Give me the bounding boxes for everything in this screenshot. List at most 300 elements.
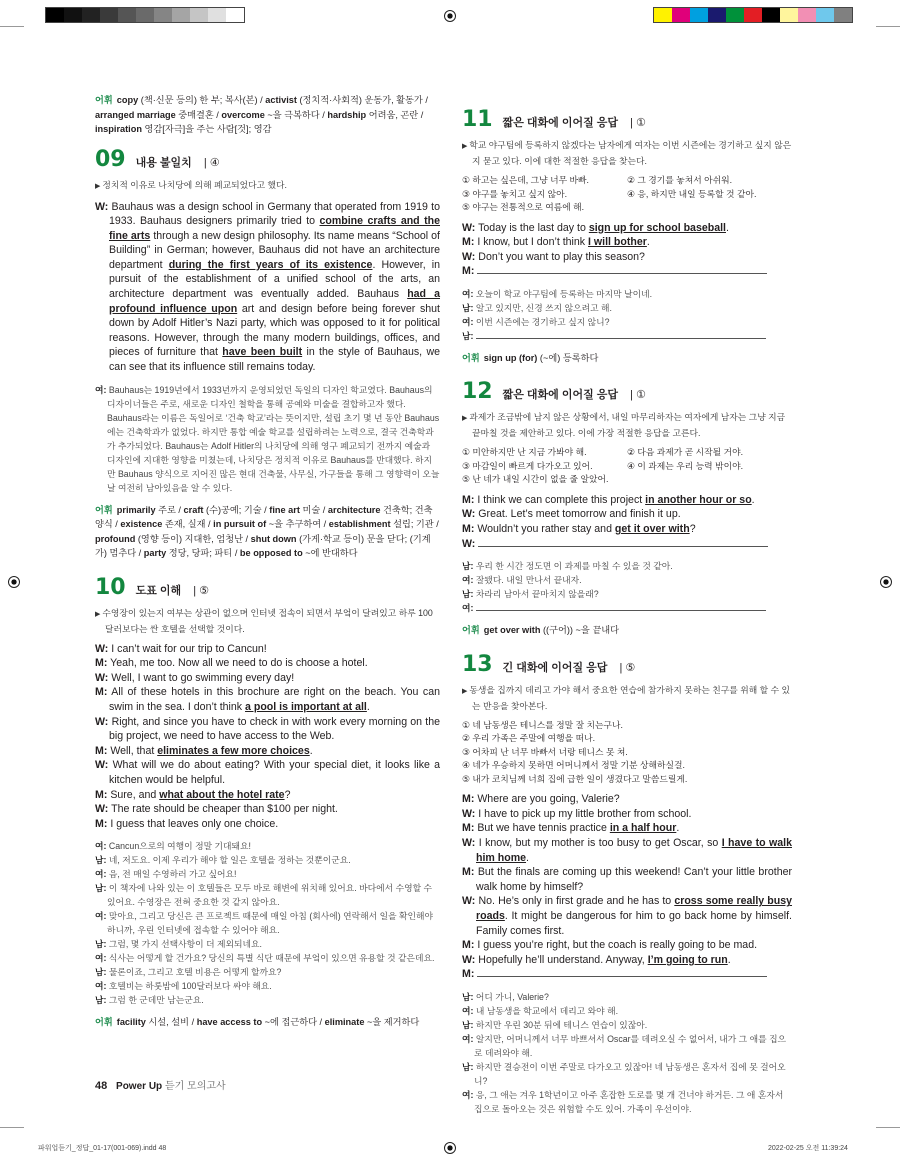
- dialogue-line: [462, 250, 792, 265]
- speaker-label: M:: [95, 817, 108, 830]
- speaker-label: W:: [462, 837, 476, 850]
- vocab-term: craft: [183, 504, 204, 515]
- speaker-label: M:: [462, 236, 475, 249]
- dialogue-text: I know, but my mother is too busy to get Oscar, so: [478, 837, 722, 850]
- speaker-label: W:: [95, 671, 109, 684]
- speaker-label: 여:: [462, 1005, 474, 1016]
- vocab-term: get over with: [483, 625, 541, 636]
- vocab-term: be opposed to: [239, 548, 303, 559]
- vocab-definition: ~을 추구하여 /: [266, 519, 329, 530]
- vocab-term: eliminate: [324, 1017, 365, 1028]
- answer-choice: ② 다음 과제가 곧 시작될 거야.: [627, 447, 744, 458]
- trim-mark: [0, 1127, 24, 1128]
- speaker-label: W:: [462, 807, 476, 820]
- underlined-phrase: a pool is important at all: [245, 701, 367, 713]
- speaker-label: W:: [95, 200, 109, 213]
- dialogue-line: [462, 792, 792, 807]
- answer-choice: ⑤ 내가 코치님께 너희 집에 급한 일이 생겼다고 말씀드릴게.: [462, 773, 688, 784]
- color-swatch: [208, 8, 226, 22]
- vocab-term: establishment: [328, 519, 391, 530]
- speaker-label: 여:: [95, 869, 107, 880]
- speaker-label: W:: [95, 642, 109, 655]
- color-swatch: [744, 8, 762, 22]
- section-title: 도표 이해: [135, 584, 182, 597]
- explanation-note: ▶ 학교 야구팀에 등록하지 않겠다는 남자에게 여자는 이번 시즌에는 경기하고 싶지 않은지 묻고 있다. 이에 대한 적절한 응답을 찾는다.: [462, 138, 792, 168]
- section-number: 11: [462, 107, 493, 132]
- speaker-label: W:: [462, 537, 476, 550]
- color-swatch: [64, 8, 82, 22]
- translation-line: [462, 1060, 792, 1088]
- dialogue-text: I know, but I don’t think: [477, 236, 589, 249]
- vocab-definition: 건축학; 건축 양식 /: [95, 504, 433, 530]
- underlined-phrase: cross some really busy roads: [476, 895, 793, 922]
- section-11: [462, 107, 792, 365]
- section-number: 12: [462, 379, 493, 405]
- section-answer: | ①: [630, 389, 646, 402]
- dialogue-text: Where are you going, Valerie?: [477, 793, 620, 806]
- speaker-label: M:: [462, 793, 475, 806]
- dialogue-text: I guess that leaves only one choice.: [110, 817, 279, 830]
- vocab-term: primarily: [116, 504, 156, 515]
- translation-line: [462, 559, 792, 573]
- translation-line: [95, 881, 440, 909]
- color-swatch: [708, 8, 726, 22]
- section-header: [462, 652, 792, 677]
- vocab-term: existence: [120, 519, 163, 530]
- speaker-label: W:: [462, 250, 476, 263]
- dialogue-line: [462, 836, 792, 865]
- trim-mark: [0, 26, 24, 27]
- translation-text: 어디 가니, Valerie?: [475, 991, 549, 1002]
- vocab-term: party: [143, 548, 167, 559]
- answer-choice: ⑤ 야구는 전통적으로 여름에 해.: [462, 202, 585, 212]
- english-dialogue: [462, 221, 792, 279]
- translation-line: [95, 867, 440, 881]
- vocabulary-note: [95, 503, 440, 561]
- speaker-label: M:: [462, 939, 475, 952]
- speaker-label: 남:: [462, 330, 474, 341]
- section-12: [462, 379, 792, 637]
- vocab-term: facility: [116, 1017, 146, 1028]
- translation-line: [462, 315, 792, 329]
- section-answer: | ①: [630, 117, 646, 129]
- answer-blank[interactable]: [478, 537, 768, 547]
- speaker-label: 여:: [462, 1089, 474, 1100]
- speaker-label: M:: [95, 686, 108, 699]
- speaker-label: 여:: [462, 603, 474, 614]
- translation-line: [462, 1018, 792, 1032]
- registration-mark-icon: [8, 576, 20, 588]
- speaker-label: 여:: [95, 841, 107, 852]
- cmyk-color-bar: [653, 7, 853, 23]
- answer-choice: ② 그 경기를 놓쳐서 아쉬워.: [627, 175, 733, 185]
- english-dialogue: [95, 200, 440, 375]
- translation-line: [462, 587, 792, 601]
- color-swatch: [46, 8, 64, 22]
- vocab-definition: (책·신문 등의) 한 부; 복사(본) /: [138, 95, 266, 105]
- vocab-definition: (수)공예; 기술 /: [203, 504, 270, 515]
- trim-mark: [876, 26, 900, 27]
- vocabulary-label: 어휘: [462, 352, 480, 363]
- dialogue-line: [95, 788, 440, 803]
- explanation-note: ▶ 정치적 이유로 나치당에 의해 폐교되었다고 했다.: [95, 178, 440, 194]
- section-header: [95, 147, 440, 172]
- translation-text: 음, 전 매일 수영하러 가고 싶어요!: [108, 869, 237, 880]
- section-title: 짧은 대화에 이어질 응답: [502, 389, 619, 402]
- dialogue-text: .: [751, 493, 755, 506]
- section-answer: | ⑤: [193, 584, 209, 597]
- speaker-label: M:: [462, 822, 475, 835]
- dialogue-text: But we have tennis practice: [477, 822, 610, 835]
- underlined-phrase: get it over with: [614, 523, 690, 536]
- vocabulary-note: [462, 351, 792, 366]
- vocab-term: sign up (for): [483, 352, 538, 363]
- dialogue-text: ?: [689, 523, 696, 536]
- dialogue-text: I think we can complete this project: [477, 493, 646, 506]
- color-swatch: [100, 8, 118, 22]
- translation-line: [462, 990, 792, 1004]
- dialogue-text: in the style of Bauhaus, we can see that its influence still remains today.: [109, 346, 440, 374]
- speaker-label: 남:: [95, 883, 107, 894]
- answer-choice: ③ 마감일이 빠르게 다가오고 있어.: [462, 460, 593, 471]
- speaker-label: 남:: [462, 561, 474, 572]
- answer-choice: ③ 야구를 놓치고 싶지 않아.: [462, 188, 568, 199]
- vocab-term: activist: [265, 95, 297, 105]
- color-swatch: [834, 8, 852, 22]
- section-title: 내용 불일치: [135, 156, 192, 169]
- korean-translation: [95, 839, 440, 1007]
- underlined-phrase: I have to walk him home: [476, 837, 792, 864]
- answer-choice: ① 하고는 싶은데, 그냥 너무 바빠.: [462, 175, 589, 185]
- speaker-label: W:: [462, 953, 476, 966]
- explanation-note: ▶ 동생을 집까지 데리고 가야 해서 중요한 연습에 참가하지 못하는 친구를 위해 할 수 있는 반응을 찾아본다.: [462, 683, 792, 713]
- dialogue-text: Sure, and: [110, 788, 160, 801]
- vocabulary-note: [95, 93, 440, 137]
- dialogue-text: .: [526, 851, 529, 864]
- dialogue-text: The rate should be cheaper than $100 per night.: [111, 803, 338, 816]
- translation-text: 잘됐다. 내일 만나서 끝내자.: [475, 575, 582, 586]
- translation-line: [95, 951, 440, 965]
- vocab-term: copy: [116, 95, 139, 105]
- korean-translation: [462, 559, 792, 615]
- vocabulary-label: 어휘: [95, 504, 113, 515]
- vocab-term: inspiration: [95, 124, 142, 134]
- underlined-phrase: combine crafts and the fine arts: [109, 215, 440, 242]
- translation-line: [95, 839, 440, 853]
- korean-translation: [95, 383, 440, 495]
- dialogue-line: [462, 507, 792, 522]
- dialogue-line: [462, 807, 792, 822]
- answer-choice: ④ 이 과제는 우리 능력 밖이야.: [627, 460, 744, 471]
- dialogue-line: [95, 744, 440, 759]
- vocab-term: profound: [95, 533, 136, 544]
- translation-line: [462, 301, 792, 315]
- dialogue-text: .: [646, 236, 650, 249]
- translation-line: [95, 993, 440, 1007]
- registration-mark-icon: [444, 1142, 456, 1154]
- registration-mark-icon: [444, 10, 456, 22]
- footer-title: 듣기 모의고사: [164, 1081, 226, 1092]
- translation-text: 식사는 어떻게 할 건가요? 당신의 특별 식단 때문에 부엌이 있으면 유용할 것 같은데요.: [108, 953, 435, 964]
- dialogue-text: I have to pick up my little brother from school.: [478, 807, 692, 820]
- dialogue-text: I can’t wait for our trip to Cancun!: [111, 642, 267, 655]
- dialogue-line: [95, 656, 440, 671]
- dialogue-text: .: [727, 953, 731, 966]
- dialogue-line: [462, 235, 792, 250]
- translation-line: [462, 287, 792, 301]
- english-dialogue: [462, 792, 792, 982]
- vocabulary-note: [95, 1015, 440, 1030]
- vocabulary-label: 어휘: [462, 625, 480, 636]
- color-swatch: [172, 8, 190, 22]
- speaker-label: 남:: [462, 589, 474, 600]
- section-title: 짧은 대화에 이어질 응답: [502, 117, 619, 129]
- speaker-label: W:: [462, 508, 476, 521]
- speaker-label: 남:: [95, 967, 107, 978]
- speaker-label: 여:: [95, 911, 107, 922]
- answer-choice: ③ 어차피 난 너무 바빠서 너랑 테니스 못 쳐.: [462, 746, 628, 757]
- speaker-label: W:: [462, 221, 476, 234]
- section-title: 긴 대화에 이어질 응답: [502, 661, 608, 674]
- speaker-label: W:: [95, 759, 109, 772]
- speaker-label: 남:: [95, 995, 107, 1006]
- dialogue-text: What will we do about eating? With your special diet, it looks like a kitchen would be helpful.: [109, 759, 440, 786]
- color-swatch: [654, 8, 672, 22]
- translation-text: 호텔비는 하룻밤에 100달러보다 싸야 해요.: [108, 981, 272, 992]
- translation-line: [462, 573, 792, 587]
- speaker-label: M:: [95, 657, 108, 670]
- underlined-phrase: in a half hour: [609, 822, 677, 835]
- vocab-definition: ~에 반대하다: [302, 548, 358, 559]
- dialogue-line: [95, 802, 440, 817]
- speaker-label: M:: [95, 744, 108, 757]
- english-dialogue: [95, 642, 440, 832]
- slug-filename: 파워업듣기_정답_01-17(001-069).indd 48: [38, 1145, 167, 1152]
- underlined-phrase: sign up for school baseball: [588, 221, 726, 234]
- translation-text: Bauhaus는 1919년에서 1933년까지 운영되었던 독일의 디자인 학교였다. Bauhaus의 디자이너들은 주로, 새로운 디자인 철학을 통해 공예와 미술을 결합하고자 했다. Bauhaus라는 이름은 독일어로 ‘건축 학교’라는 뜻이지만, 설립 초기 몇 년 동안 Bauhaus에는 건축학과가 없었다. 하지만 통합 예술 학교를 설립하려는 노력으로, 결국 건축학과가 추가되었다. Bauhaus는 Adolf Hitler의 나치당에 의해 영구 폐교되기 전까지 예술과 디자인에 지대한 영향을 미쳤는데, 나치당은 정치적 이유로 Bauhaus를 반대했다. 하지만 Bauhaus 양식으로 지어진 많은 현대 건축물, 사무실, 가구들을 통해 그 영향력이 오늘날 여전히 남아있음을 알 수 있다.: [107, 384, 440, 493]
- dialogue-text: .: [676, 822, 680, 835]
- translation-text: 하지만 결승전이 이번 주말로 다가오고 있잖아! 네 남동생은 혼자서 집에 못 걸어오니?: [474, 1061, 786, 1086]
- dialogue-text: Don’t you want to play this season?: [478, 250, 645, 263]
- section-answer: | ⑤: [619, 661, 636, 674]
- speaker-label: 여:: [95, 953, 107, 964]
- dialogue-line: [462, 953, 792, 968]
- section-answer: | ④: [203, 156, 220, 169]
- translation-text: 네, 저도요. 이제 우리가 해야 할 일은 호텔을 정하는 것뿐이군요.: [108, 855, 351, 866]
- dialogue-line: [462, 264, 792, 279]
- dialogue-text: But the finals are coming up this weekend! Can’t your little brother walk home by himself?: [476, 866, 793, 893]
- translation-text: 내 남동생을 학교에서 데리고 와야 해.: [475, 1005, 619, 1016]
- vocab-definition: 주로 /: [155, 504, 184, 515]
- dialogue-text: Well, I want to go swimming every day!: [111, 671, 295, 684]
- dialogue-line: [462, 537, 792, 552]
- underlined-phrase: had a profound influence upon: [109, 288, 440, 315]
- section-13: [462, 652, 792, 1116]
- vocab-definition: (정치적·사회적) 운동가, 활동가 /: [296, 95, 428, 105]
- translation-line: [462, 329, 792, 343]
- answer-blank: [476, 329, 766, 339]
- english-dialogue: [462, 493, 792, 551]
- dialogue-text: Hopefully he’ll understand. Anyway,: [478, 953, 648, 966]
- speaker-label: 여:: [462, 316, 474, 327]
- dialogue-line: [462, 967, 792, 982]
- speaker-label: 남:: [462, 302, 474, 313]
- section-header: [462, 107, 792, 132]
- underlined-phrase: in another hour or so: [645, 493, 752, 506]
- translation-text: 차라리 남아서 끝마치지 않을래?: [475, 589, 599, 600]
- speaker-label: W:: [462, 895, 476, 908]
- dialogue-line: [95, 642, 440, 657]
- dialogue-text: .: [366, 701, 370, 713]
- vocab-definition: 존재, 실재 /: [162, 519, 214, 530]
- vocab-definition: ~에 접근하다 /: [262, 1017, 325, 1028]
- vocab-term: fine art: [269, 504, 300, 515]
- answer-choice: ④ 네가 우승하지 못하면 어머니께서 정말 기분 상해하실걸.: [462, 760, 685, 771]
- grayscale-color-bar: [45, 7, 245, 23]
- korean-translation: [462, 990, 792, 1116]
- vocab-definition: 설립; 기관 /: [390, 519, 439, 530]
- color-swatch: [154, 8, 172, 22]
- dialogue-line: [95, 200, 440, 375]
- vocab-definition: (~에) 등록하다: [537, 352, 599, 363]
- vocabulary-label: 어휘: [95, 1017, 113, 1028]
- section-header: [462, 379, 792, 404]
- dialogue-text: Yeah, me too. Now all we need to do is choose a hotel.: [110, 657, 368, 670]
- answer-blank[interactable]: [477, 264, 767, 274]
- dialogue-line: [462, 221, 792, 236]
- section-number: 09: [95, 146, 126, 172]
- translation-text: 이번 시즌에는 경기하고 싶지 않니?: [475, 316, 610, 327]
- color-swatch: [118, 8, 136, 22]
- translation-line: [462, 1032, 792, 1060]
- speaker-label: 남:: [95, 939, 107, 950]
- speaker-label: M:: [462, 523, 475, 536]
- color-swatch: [136, 8, 154, 22]
- color-swatch: [762, 8, 780, 22]
- answer-choice: ④ 응, 하지만 내일 등록할 것 같아.: [627, 188, 757, 199]
- speaker-label: 여:: [462, 1033, 474, 1044]
- vocab-definition: 어려움, 곤란 /: [366, 109, 424, 120]
- translation-text: 물론이죠, 그리고 호텔 비용은 어떻게 할까요?: [108, 967, 282, 978]
- dialogue-text: . However, in pursuit of the establishment of a unified school of the arts, an architecture department was eventually added. Bauhaus: [109, 258, 440, 301]
- dialogue-text: through a new design philosophy. Its name means “School of Building” in German; however, Bauhaus did not have an architecture department: [109, 229, 440, 271]
- answer-blank: [476, 601, 766, 611]
- underlined-phrase: have been built: [222, 346, 303, 359]
- translation-text: 이 책자에 나와 있는 이 호텔들은 모두 바로 해변에 위치해 있어요. 바다에서 수영할 수 있어요. 수영장은 전혀 중요한 것 같지 않아요.: [107, 883, 433, 908]
- dialogue-line: [95, 671, 440, 686]
- vocab-definition: (영향 등이) 지대한, 엄청난 /: [135, 533, 251, 544]
- dialogue-line: [462, 821, 792, 836]
- color-swatch: [690, 8, 708, 22]
- color-swatch: [672, 8, 690, 22]
- color-swatch: [190, 8, 208, 22]
- speaker-label: 남:: [462, 1019, 474, 1030]
- speaker-label: M:: [95, 788, 108, 801]
- translation-text: 그럼 한 군데만 남는군요.: [108, 995, 204, 1006]
- speaker-label: 여:: [95, 981, 107, 992]
- answer-choices: [462, 446, 792, 487]
- translation-line: [95, 965, 440, 979]
- dialogue-text: Great. Let’s meet tomorrow and finish it up.: [478, 508, 681, 521]
- translation-text: Cancun으로의 여행이 정말 기대돼요!: [108, 841, 251, 852]
- answer-choices: [462, 174, 792, 215]
- speaker-label: 여:: [462, 575, 474, 586]
- vocab-term: architecture: [327, 504, 381, 515]
- speaker-label: 남:: [462, 991, 474, 1002]
- dialogue-line: [95, 758, 440, 787]
- dialogue-text: .: [725, 221, 729, 234]
- footer-brand: Power Up: [116, 1081, 163, 1092]
- dialogue-text: No. He’s only in first grade and he has to: [478, 895, 675, 908]
- dialogue-line: [462, 493, 792, 508]
- vocabulary-label: 어휘: [95, 95, 113, 105]
- dialogue-line: [462, 938, 792, 953]
- section-header: [95, 575, 440, 600]
- translation-text: 오늘이 학교 야구팀에 등록하는 마지막 날이네.: [475, 288, 653, 299]
- vocab-term: hardship: [327, 109, 367, 120]
- translation-text: 하지만 우린 30분 뒤에 테니스 연습이 있잖아.: [475, 1019, 648, 1030]
- vocab-term: shut down: [250, 533, 297, 544]
- color-swatch: [816, 8, 834, 22]
- answer-choice: ① 미안하지만 난 지금 가봐야 해.: [462, 447, 587, 458]
- translation-text: 그럼, 몇 가지 선택사항이 더 제외되네요.: [108, 939, 262, 950]
- speaker-label: M:: [462, 968, 475, 981]
- speaker-label: M:: [462, 265, 475, 278]
- vocab-definition: 중매결혼 /: [175, 109, 222, 120]
- vocab-term: have access to: [196, 1017, 263, 1028]
- dialogue-text: Right, and since you have to check in with work every morning on the big project, we need to have access to the Web.: [109, 715, 441, 743]
- section-number: 13: [462, 651, 493, 677]
- answer-blank[interactable]: [477, 967, 767, 977]
- answer-choice: ② 우리 가족은 주말에 여행을 떠나.: [462, 733, 596, 744]
- vocab-definition: 미술 /: [299, 504, 328, 515]
- translation-line: [462, 1004, 792, 1018]
- color-swatch: [798, 8, 816, 22]
- vocab-definition: ~을 제거하다: [364, 1017, 420, 1028]
- vocab-definition: ~을 극복하다 /: [264, 109, 328, 120]
- vocab-definition: 시설, 설비 /: [145, 1017, 197, 1028]
- dialogue-text: . It might be dangerous for him to go back home by himself. Family comes first.: [476, 910, 792, 937]
- underlined-phrase: I will bother: [588, 236, 647, 249]
- dialogue-text: art and design before being forever shut down by Adolf Hitler’s Nazi party, which was opposed to it for political reasons. However, through the many modern buildings, offices, and pieces of furniture that: [109, 302, 440, 359]
- vocab-definition: 영감[자극]을 주는 사람[것]; 영감: [141, 124, 272, 134]
- registration-mark-icon: [880, 576, 892, 588]
- dialogue-text: ?: [284, 788, 291, 801]
- dialogue-line: [95, 685, 440, 714]
- color-swatch: [780, 8, 798, 22]
- dialogue-text: I guess you’re right, but the coach is really going to be mad.: [477, 939, 758, 952]
- section-number: 10: [95, 574, 126, 600]
- right-column: [462, 93, 792, 1124]
- speaker-label: W:: [95, 715, 109, 728]
- underlined-phrase: I’m going to run: [647, 953, 728, 966]
- underlined-phrase: during the first years of its existence: [168, 258, 373, 271]
- translation-line: [95, 909, 440, 937]
- vocab-term: arranged marriage: [95, 109, 176, 120]
- vocab-term: overcome: [221, 109, 265, 120]
- dialogue-line: [462, 894, 792, 938]
- speaker-label: M:: [462, 493, 475, 506]
- speaker-label: 남:: [95, 855, 107, 866]
- korean-translation: [462, 287, 792, 343]
- vocab-definition: ((구어)) ~을 끝내다: [540, 625, 619, 636]
- dialogue-text: Wouldn’t you rather stay and: [477, 523, 615, 536]
- vocab-term: in pursuit of: [213, 519, 267, 530]
- translation-line: [95, 937, 440, 951]
- page-number: 48: [95, 1080, 108, 1092]
- answer-choice: ⑤ 난 네가 내일 시간이 없을 줄 알았어.: [462, 474, 609, 485]
- speaker-label: M:: [462, 866, 475, 879]
